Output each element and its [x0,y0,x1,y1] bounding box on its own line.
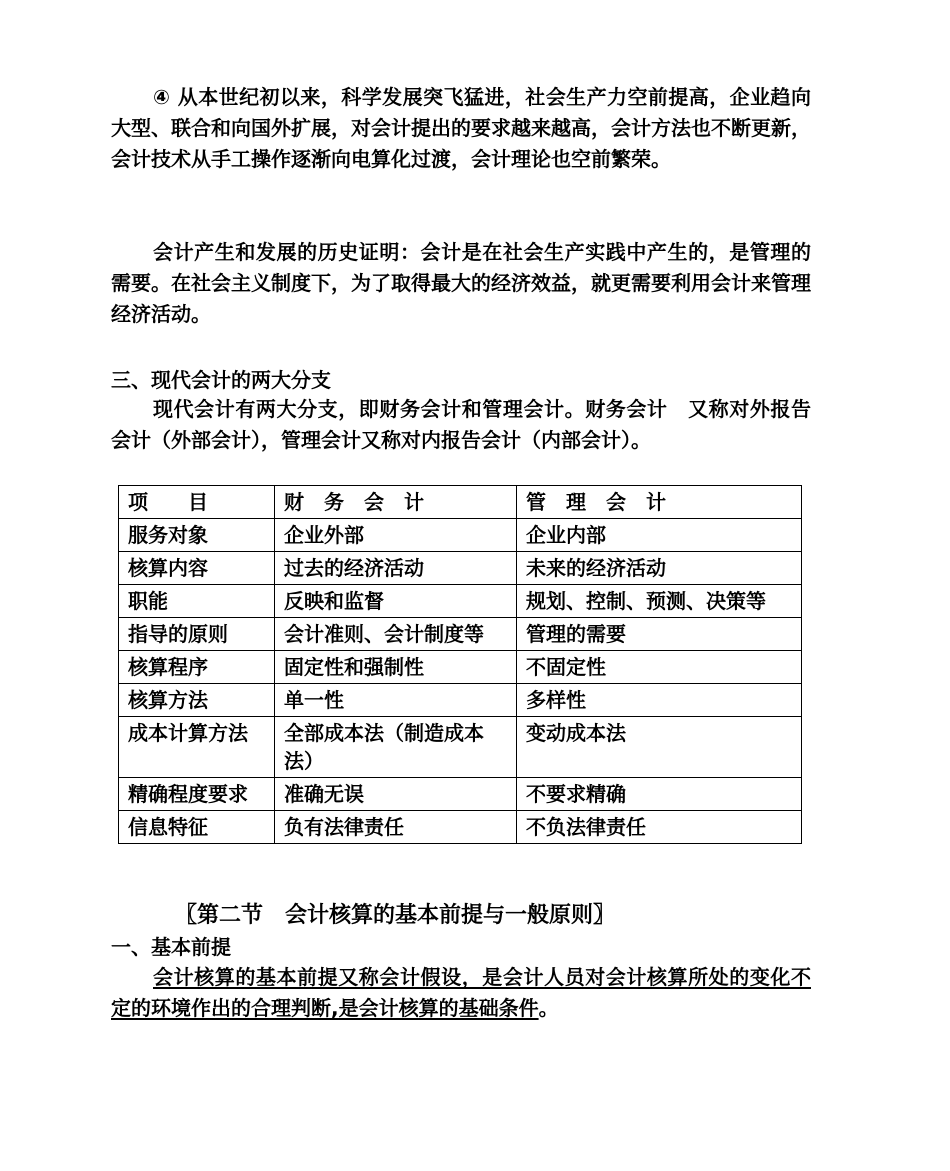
table-cell: 过去的经济活动 [275,552,517,585]
table-cell: 准确无误 [275,778,517,811]
table-cell: 服务对象 [119,519,275,552]
table-cell: 核算内容 [119,552,275,585]
paragraph-end-mark: 。 [538,996,559,1020]
table-cell: 固定性和强制性 [275,651,517,684]
table-cell: 不要求精确 [517,778,802,811]
table-cell: 规划、控制、预测、决策等 [517,585,802,618]
table-cell: 信息特征 [119,811,275,844]
table-cell: 变动成本法 [517,717,802,778]
paragraph-basic-premise [111,962,811,1024]
table-cell: 核算程序 [119,651,275,684]
table-cell: 职能 [119,585,275,618]
underlined-definition: 会计核算的基本前提又称会计假设，是会计人员对会计核算所处的变化不定的环境作出的合理判断,是会计核算的基础条件 [111,965,811,1020]
table-cell: 企业内部 [517,519,802,552]
table-header-cell: 财 务 会 计 [275,486,517,519]
table-cell: 未来的经济活动 [517,552,802,585]
table-cell: 不固定性 [517,651,802,684]
table-row [119,585,802,618]
table-cell: 不负法律责任 [517,811,802,844]
paragraph-history-4: ④ 从本世纪初以来，科学发展突飞猛进，社会生产力空前提高，企业趋向大型、联合和向国外扩展，对会计提出的要求越来越高，会计方法也不断更新，会计技术从手工操作逐渐向电算化过渡，会计理论也空前繁荣。 [111,85,811,171]
table-cell: 指导的原则 [119,618,275,651]
table-row [119,684,802,717]
table-row [119,778,802,811]
table-cell: 核算方法 [119,684,275,717]
table-cell: 全部成本法（制造成本法） [275,717,517,778]
section-title: 〖第二节 会计核算的基本前提与一般原则〗 [175,903,616,928]
heading-modern-accounting-branches: 三、现代会计的两大分支 [111,368,331,392]
table-header-cell: 项 目 [119,486,275,519]
table-row [119,618,802,651]
table-cell: 负有法律责任 [275,811,517,844]
table-cell: 多样性 [517,684,802,717]
table-cell: 管理的需要 [517,618,802,651]
table-row [119,717,802,778]
table-header-cell: 管 理 会 计 [517,486,802,519]
table-cell: 精确程度要求 [119,778,275,811]
table-cell: 成本计算方法 [119,717,275,778]
table-cell: 单一性 [275,684,517,717]
table-header-row [119,486,802,519]
table-cell: 会计准则、会计制度等 [275,618,517,651]
table-row [119,811,802,844]
table-cell: 企业外部 [275,519,517,552]
table-row [119,651,802,684]
table-row [119,519,802,552]
table-row [119,552,802,585]
comparison-table [118,485,802,844]
paragraph-two-branches: 现代会计有两大分支，即财务会计和管理会计。财务会计 又称对外报告会计（外部会计），管理会计又称对内报告会计（内部会计）。 [111,397,811,452]
subheading-basic-premise: 一、基本前提 [111,935,231,959]
table-cell: 反映和监督 [275,585,517,618]
paragraph-history-proof: 会计产生和发展的历史证明：会计是在社会生产实践中产生的，是管理的需要。在社会主义制度下，为了取得最大的经济效益，就更需要利用会计来管理经济活动。 [111,240,811,326]
